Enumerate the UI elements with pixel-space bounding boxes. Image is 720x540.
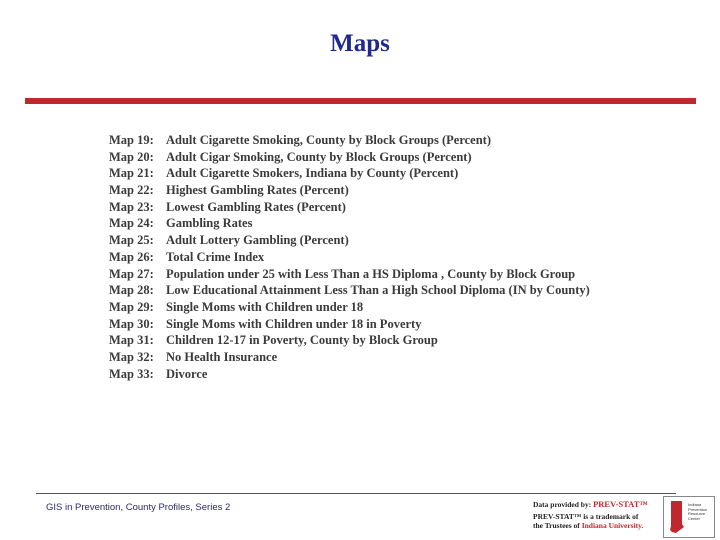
map-number: Map 32: <box>109 349 154 364</box>
trademark-line-2-university: Indiana University. <box>581 520 644 530</box>
footer-divider <box>36 493 676 494</box>
map-number: Map 20: <box>109 149 154 164</box>
map-description: Population under 25 with Less Than a HS Diploma , County by Block Group <box>166 266 576 281</box>
map-description: Divorce <box>166 366 208 381</box>
logo-text-line: Resource <box>688 511 706 517</box>
logo-text <box>688 503 713 521</box>
map-list-item <box>109 249 590 266</box>
map-number: Map 30: <box>109 316 154 331</box>
map-description: Single Moms with Children under 18 in Poverty <box>166 316 422 331</box>
map-list-item <box>109 366 590 383</box>
map-number: Map 24: <box>109 216 154 231</box>
map-list-item <box>109 282 590 299</box>
map-list-item <box>109 316 590 333</box>
logo-text-line: Center <box>688 515 701 521</box>
map-description: Total Crime Index <box>166 249 265 264</box>
credit-brand: PREV-STAT™ <box>593 499 648 509</box>
map-list-item <box>109 332 590 349</box>
map-number: Map 19: <box>109 133 154 147</box>
map-number: Map 23: <box>109 199 154 214</box>
map-description: Highest Gambling Rates (Percent) <box>166 183 349 198</box>
map-list <box>109 132 590 382</box>
map-description: No Health Insurance <box>166 349 278 364</box>
map-number: Map 25: <box>109 233 154 248</box>
map-description: Children 12-17 in Poverty, County by Block Group <box>166 333 438 348</box>
map-number: Map 26: <box>109 249 154 264</box>
trademark-line-2-prefix: the Trustees of <box>533 520 580 530</box>
map-number: Map 21: <box>109 166 154 181</box>
map-description: Adult Cigarette Smoking, County by Block Groups (Percent) <box>166 133 492 147</box>
map-description: Low Educational Attainment Less Than a High School Diploma (IN by County) <box>166 283 590 298</box>
footer-caption: GIS in Prevention, County Profiles, Series 2 <box>46 502 231 513</box>
logo-text-line: Prevention <box>688 506 708 512</box>
map-list-item <box>109 299 590 316</box>
map-list-item <box>109 349 590 366</box>
map-list-item <box>109 199 590 216</box>
title-divider <box>25 98 696 104</box>
map-list-item <box>109 232 590 249</box>
credit-prefix: Data provided by: <box>533 500 592 509</box>
map-list-item <box>109 266 590 283</box>
map-number: Map 33: <box>109 366 154 381</box>
map-description: Lowest Gambling Rates (Percent) <box>166 199 346 214</box>
map-list-item <box>109 132 590 149</box>
map-description: Adult Cigar Smoking, County by Block Groups (Percent) <box>166 149 472 164</box>
map-list-item <box>109 165 590 182</box>
map-description: Gambling Rates <box>166 216 253 231</box>
trademark-line-1: PREV-STAT™ is a trademark of <box>533 512 639 521</box>
data-credit <box>533 499 648 530</box>
map-number: Map 31: <box>109 333 154 348</box>
map-number: Map 22: <box>109 183 154 198</box>
slide-title: Maps <box>330 30 390 57</box>
resource-center-logo <box>663 496 715 538</box>
logo-text-line: Indiana <box>688 502 702 507</box>
map-list-item <box>109 215 590 232</box>
map-number: Map 27: <box>109 266 154 281</box>
map-description: Adult Lottery Gambling (Percent) <box>166 233 349 248</box>
map-description: Adult Cigarette Smokers, Indiana by County (Percent) <box>166 166 459 181</box>
map-list-item <box>109 182 590 199</box>
map-number: Map 29: <box>109 299 154 314</box>
map-number: Map 28: <box>109 283 154 298</box>
indiana-state-icon <box>669 500 685 534</box>
map-list-item <box>109 149 590 166</box>
map-description: Single Moms with Children under 18 <box>166 299 364 314</box>
